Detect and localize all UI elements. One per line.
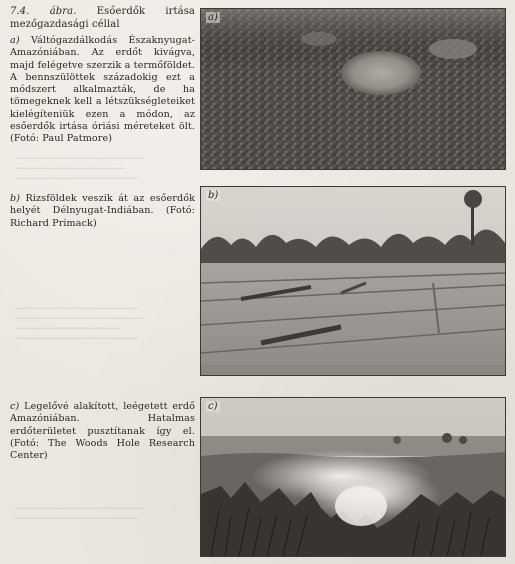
burning-pasture-image: [201, 398, 505, 556]
caption-a-text: Váltógazdálkodás Északnyugat-Amazóniában. Az erdőt kivágva, majd felégetve szerzik a termőföldet. A bennszülöttek századokig ezt a módszert alkalmazták, de ha tömegeknek kell a létszükségleteiket kielégíteniük ezen a módon, az esőerdők irtása óriási méreteket ölt. (Fotó: Paul Patmore): [10, 35, 195, 145]
photo-b-label: b): [208, 190, 219, 201]
caption-block-a: [10, 6, 195, 146]
photo-c-label: c): [208, 401, 218, 412]
forest-clearing-image: [201, 9, 505, 169]
caption-c: [10, 401, 195, 462]
caption-b: [10, 193, 195, 230]
caption-a-label: a): [10, 35, 20, 46]
caption-a: [10, 35, 195, 146]
figure-number: 7.4. ábra.: [10, 6, 77, 17]
caption-b-label: b): [10, 193, 21, 204]
caption-c-text: Legelővé alakított, leégetett erdő Amazóniában. Hatalmas erdőterületet pusztítanak így el. (Fotó: The Woods Hole Research Center): [10, 401, 195, 462]
photo-a-label: a): [208, 12, 218, 23]
photo-c-burning-pasture: [200, 397, 506, 557]
caption-b-text: Rizsföldek veszik át az esőerdők helyét Délnyugat-Indiában. (Fotó: Richard Primack): [10, 193, 196, 229]
photo-a-forest-clearing: [200, 8, 506, 170]
bleed-through-texture: ▁▁▁▁▁▁▁▁▁▁▁▁▁▁▁▁▁▁▁▁ ▁▁▁▁▁▁▁▁▁▁▁▁▁▁▁▁▁▁▁▁▁ ▁▁▁▁▁▁▁▁▁▁▁▁▁▁▁▁▁ ▁▁▁▁▁▁▁▁▁▁▁▁▁▁▁▁▁▁▁▁: [15, 300, 145, 339]
figure-title-text: Esőerdők irtása mezőgazdasági céllal: [10, 6, 195, 30]
bleed-through-texture: ▁▁▁▁▁▁▁▁▁▁▁▁▁▁▁▁▁▁▁▁▁ ▁▁▁▁▁▁▁▁▁▁▁▁▁▁▁▁▁▁ ▁▁▁▁▁▁▁▁▁▁▁▁▁▁▁▁▁▁▁▁: [15, 150, 145, 179]
rice-fields-image: [201, 187, 505, 375]
bleed-through-texture: ▁▁▁▁▁▁▁▁▁▁▁▁▁▁▁▁▁▁▁▁▁ ▁▁▁▁▁▁▁▁▁▁▁▁▁▁▁▁▁▁▁▁: [15, 500, 145, 519]
photo-b-rice-fields: [200, 186, 506, 376]
caption-c-label: c): [10, 401, 20, 412]
figure-title: [10, 6, 195, 31]
